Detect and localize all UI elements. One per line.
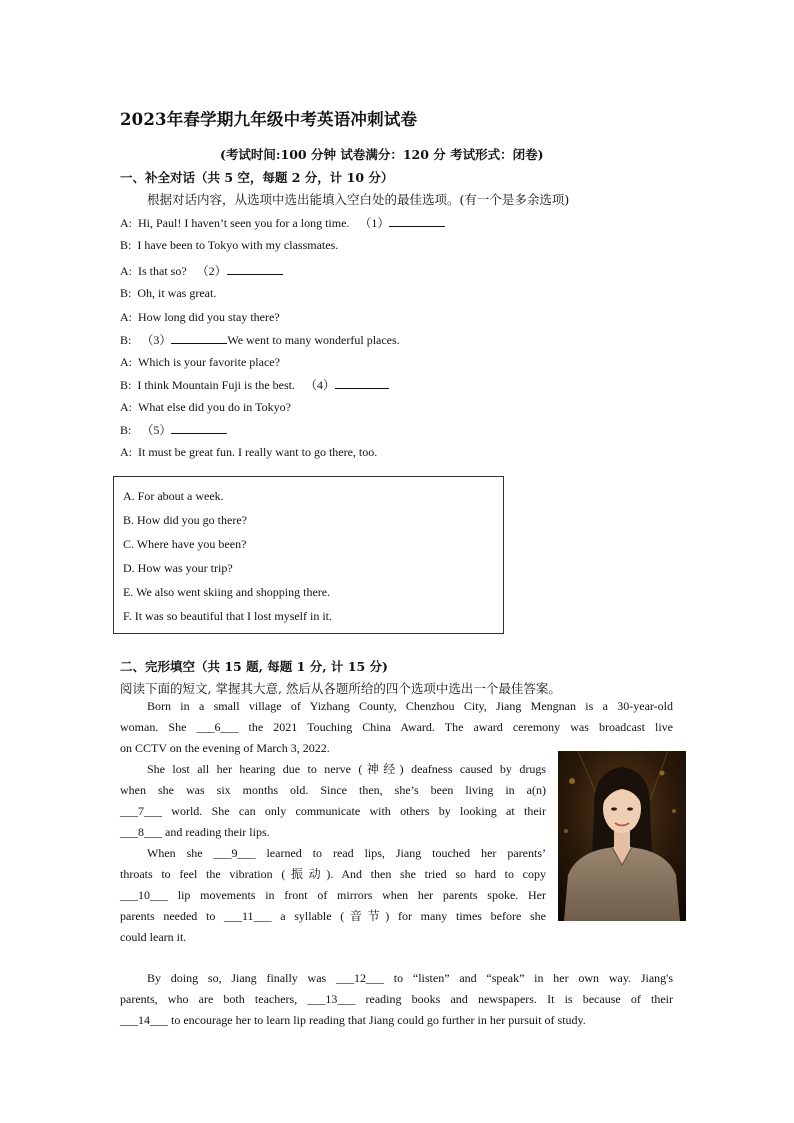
option-b: B. How did you go there? bbox=[123, 513, 247, 527]
exam-title: 2023年春学期九年级中考英语冲刺试卷 bbox=[120, 110, 418, 129]
section1-instruction: 根据对话内容，从选项中选出能填入空白处的最佳选项。(有一个是多余选项) bbox=[147, 192, 570, 207]
passage-line: throats to feel the vibration (振动). And then she tried so hard to copy bbox=[120, 867, 546, 881]
option-e: E. We also went skiing and shopping there. bbox=[123, 585, 331, 599]
dialogue-text: I have been to Tokyo with my classmates. bbox=[137, 238, 339, 252]
dialogue-text: What else did you do in Tokyo? bbox=[138, 400, 291, 414]
speaker-label: A: bbox=[120, 310, 132, 324]
portrait-photo bbox=[558, 751, 686, 921]
option-d: D. How was your trip? bbox=[123, 561, 233, 575]
dialogue-line bbox=[120, 376, 389, 393]
passage-line: ___14___ to encourage her to learn lip reading that Jiang could go further in her pursuit of study. bbox=[120, 1013, 586, 1027]
dialogue-line bbox=[120, 445, 377, 460]
exam-info: (考试时间:100 分钟 试卷满分：120 分 考试形式：闭卷) bbox=[220, 147, 544, 162]
speaker-label: A: bbox=[120, 400, 132, 414]
dialogue-text: We went to many wonderful places. bbox=[227, 333, 400, 347]
passage-paragraph-1 bbox=[120, 696, 673, 759]
passage-line: Born in a small village of Yizhang County, Chenzhou City, Jiang Mengnan is a 30-year-old bbox=[147, 699, 673, 713]
passage-line: woman. She ___6___ the 2021 Touching China Award. The award ceremony was broadcast live bbox=[120, 720, 673, 734]
speaker-label: A: bbox=[120, 216, 132, 230]
speaker-label: A: bbox=[120, 355, 132, 369]
dialogue-line bbox=[120, 214, 445, 231]
answer-blank[interactable] bbox=[227, 263, 283, 275]
dialogue-line bbox=[120, 400, 291, 415]
section1-heading: 一、补全对话（共 5 空，每题 2 分，计 10 分） bbox=[120, 170, 394, 185]
option-f: F. It was so beautiful that I lost myself in it. bbox=[123, 609, 333, 623]
passage-line: when she was six months old. Since then, she’s been living in a(n) bbox=[120, 783, 546, 797]
dialogue-text: Oh, it was great. bbox=[137, 286, 217, 300]
passage-line: ___8___ and reading their lips. bbox=[120, 825, 270, 839]
dialogue-line bbox=[120, 355, 280, 370]
dialogue-line bbox=[120, 238, 338, 253]
passage-line: on CCTV on the evening of March 3, 2022. bbox=[120, 741, 330, 755]
answer-blank[interactable] bbox=[171, 332, 227, 344]
section2-instruction: 阅读下面的短文, 掌握其大意, 然后从各题所给的四个选项中选出一个最佳答案。 bbox=[120, 681, 561, 696]
passage-line: parents, who are both teachers, ___13___ reading books and newspapers. It is because of their bbox=[120, 992, 673, 1006]
blank-number: （3） bbox=[141, 333, 172, 347]
blank-number: （5） bbox=[141, 423, 172, 437]
dialogue-line bbox=[120, 421, 227, 438]
answer-blank[interactable] bbox=[389, 215, 445, 227]
passage-line: ___10___ lip movements in front of mirrors when her parents spoke. Her bbox=[120, 888, 546, 902]
passage-paragraph-2 bbox=[120, 759, 546, 843]
passage-line: could learn it. bbox=[120, 930, 187, 944]
blank-number: （4） bbox=[305, 378, 336, 392]
dialogue-text: Hi, Paul! I haven’t seen you for a long time. bbox=[138, 216, 350, 230]
passage-paragraph-4 bbox=[120, 968, 673, 1031]
speaker-label: B: bbox=[120, 378, 132, 392]
dialogue-text: Which is your favorite place? bbox=[138, 355, 280, 369]
speaker-label: B: bbox=[120, 286, 132, 300]
section2-heading: 二、完形填空（共 15 题, 每题 1 分, 计 15 分) bbox=[120, 659, 388, 674]
passage-line: When she ___9___ learned to read lips, Jiang touched her parents’ bbox=[147, 846, 546, 860]
speaker-label: B: bbox=[120, 333, 132, 347]
speaker-label: A: bbox=[120, 264, 132, 278]
answer-blank[interactable] bbox=[171, 422, 227, 434]
options-box bbox=[113, 476, 504, 634]
dialogue-text: How long did you stay there? bbox=[138, 310, 280, 324]
blank-number: （1） bbox=[359, 216, 390, 230]
speaker-label: B: bbox=[120, 238, 132, 252]
portrait-illustration bbox=[558, 751, 686, 921]
blank-number: （2） bbox=[196, 264, 227, 278]
passage-line: parents needed to ___11___ a syllable (音节) for many times before she bbox=[120, 909, 546, 923]
speaker-label: B: bbox=[120, 423, 132, 437]
passage-line: She lost all her hearing due to nerve (神经) deafness caused by drugs bbox=[147, 762, 546, 776]
dialogue-line bbox=[120, 262, 283, 279]
option-c: C. Where have you been? bbox=[123, 537, 247, 551]
passage-line: By doing so, Jiang finally was ___12___ to “listen” and “speak” in her own way. Jiang's bbox=[147, 971, 673, 985]
speaker-label: A: bbox=[120, 445, 132, 459]
dialogue-line bbox=[120, 331, 400, 348]
dialogue-text: Is that so? bbox=[138, 264, 187, 278]
dialogue-text: It must be great fun. I really want to go there, too. bbox=[138, 445, 378, 459]
dialogue-line bbox=[120, 310, 280, 325]
dialogue-text: I think Mountain Fuji is the best. bbox=[137, 378, 296, 392]
passage-line: ___7___ world. She can only communicate with others by looking at their bbox=[120, 804, 546, 818]
dialogue-line bbox=[120, 286, 216, 301]
answer-blank[interactable] bbox=[335, 377, 389, 389]
passage-paragraph-3 bbox=[120, 843, 546, 948]
option-a: A. For about a week. bbox=[123, 489, 224, 503]
